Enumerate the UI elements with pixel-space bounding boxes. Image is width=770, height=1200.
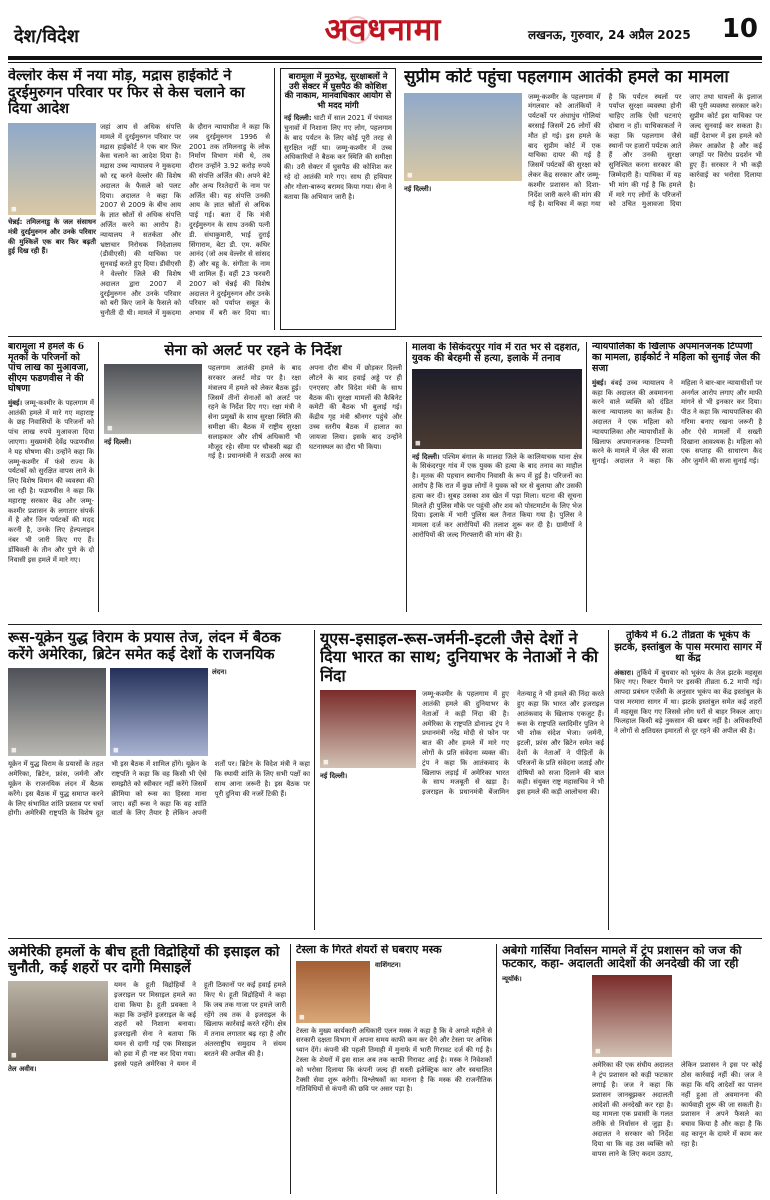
article-body: जम्मू-कश्मीर के पहलगाम में आतंकी हमले में मारे गए महाराष्ट्र के छह निवासियों के परिजनों को पांच लाख रुपये मुआवजा दिया जाएगा। मुख्यमंत्री देवेंद्र फडणवीस ने यह घोषणा की। उन्होंने कहा कि जम्मू-कश्मीर में फंसे राज्य के पर्यटकों को सुरक्षित वापस लाने के लिए विशेष विमान की व्यवस्था की जा रही है। फडणवीस ने कहा कि महाराष्ट्र सरकार केंद्र और जम्मू-कश्मीर प्रशासन के लगातार संपर्क में है और जिन पर्यटकों की मदद करनी है, उनके लिए हेल्पलाइन नंबर भी जारी किए गए हैं। डोंबिवली के तीन और पुणे के दो निवासी इस हमले में मारे गए। (8, 398, 94, 564)
article-baramulla-box (280, 68, 396, 330)
article-body: बंबई उच्च न्यायालय ने कहा कि अदालत की अवमानना करने वाले व्यक्ति को दंडित करना न्यायालय का कर्तव्य है। अदालत ने एक महिला को न्यायपालिका और न्यायाधीशों के खिलाफ अपमानजनक टिप्पणी करने के मामले में जेल की सजा सुनाई। अदालत ने कहा कि महिला ने बार-बार न्यायाधीशों पर अनर्गल आरोप लगाए और माफी मांगने से भी इनकार कर दिया। पीठ ने कहा कि न्यायपालिका की गरिमा बनाए रखना जरूरी है और ऐसे मामलों में सख्ती दिखाना आवश्यक है। महिला को एक सप्ताह की साधारण कैद और जुर्माने की सजा सुनाई गई। (592, 378, 762, 466)
article-body: यूक्रेन में युद्ध विराम के प्रयासों के तहत अमेरिका, ब्रिटेन, फ्रांस, जर्मनी और यूक्रेन के राजनयिक लंदन में बैठक करेंगे। इस बैठक में युद्ध समाप्त करने के लिए संभावित शांति प्रस्ताव पर चर्चा होगी। अमेरिकी राष्ट्रपति के विशेष दूत भी इस बैठक में शामिल होंगे। यूक्रेन के राष्ट्रपति ने कहा कि वह किसी भी ऐसे समझौते को स्वीकार नहीं करेंगे जिसमें क्रीमिया को रूस का हिस्सा माना जाए। वहीं रूस ने कहा कि वह शांति वार्ता के लिए तैयार है लेकिन अपनी शर्तों पर। ब्रिटेन के विदेश मंत्री ने कहा कि स्थायी शांति के लिए सभी पक्षों का साथ आना जरूरी है। इस बैठक पर पूरी दुनिया की नजरें टिकी हैं। (8, 760, 310, 818)
headline: वेल्लोर केस में नया मोड़, मद्रास हाईकोर्ट ने दुरईमुरुगन परिवार पर फिर से केस चलाने का दिया आदेश (8, 68, 245, 118)
photo-starmer: ◼ (110, 668, 208, 756)
dateline: लखनऊ, गुरुवार, 24 अप्रैल 2025 (528, 28, 691, 42)
article-malda-murder (412, 342, 582, 618)
lead: तेल अवीव। (8, 1065, 37, 1074)
column-divider (406, 342, 407, 612)
lead: नई दिल्ली: (284, 114, 312, 123)
masthead-rule-thin (8, 62, 762, 63)
column-divider (586, 342, 587, 612)
lead: चेन्नई: तमिलनाडु के जल संसाधन मंत्री दुरईमुरुगन और उनके परिवार की मुश्किलें एक बार फिर बढ़ती हुई दिख रही हैं। (8, 218, 96, 256)
lead: नई दिल्ली। (404, 184, 432, 193)
section-label: देश/विदेश (14, 26, 79, 47)
row-divider (8, 624, 762, 625)
photo-world-leaders: ◼ (320, 690, 416, 768)
article-body: घाटी में साल 2021 में पंचायत चुनावों में निशाना लिए गए लोग, पहलगाम के बाद पर्यटन के लिए कोई पूरी तरह से सुरक्षित नहीं था। जम्मू-कश्मीर में उच्च अधिकारियों ने बैठक कर स्थिति की समीक्षा की। उरी सेक्टर में घुसपैठ की कोशिश कर रहे दो आतंकी मारे गए। साथ ही हथियार और गोला-बारूद बरामद किया गया। सेना ने बताया कि अभियान जारी है। (284, 114, 392, 201)
article-body: जम्मू-कश्मीर के पहलगाम में हुए आतंकी हमले की दुनियाभर के नेताओं ने कड़ी निंदा की है। अमेरिका के राष्ट्रपति डोनाल्ड ट्रंप ने प्रधानमंत्री नरेंद्र मोदी से फोन पर बात की और हमले में मारे गए लोगों के प्रति संवेदना व्यक्त की। ट्रंप ने कहा कि आतंकवाद के खिलाफ लड़ाई में अमेरिका भारत के साथ मजबूती से खड़ा है। इजराइल के प्रधानमंत्री बेंजामिन नेतन्याहू ने भी हमले की निंदा करते हुए कहा कि भारत और इजराइल आतंकवाद के खिलाफ एकजुट हैं। रूस के राष्ट्रपति व्लादिमीर पुतिन ने भी शोक संदेश भेजा। जर्मनी, इटली, फ्रांस और ब्रिटेन समेत कई देशों के नेताओं ने पीड़ितों के परिजनों के प्रति संवेदना जताई और दोषियों को सजा दिलाने की बात कही। संयुक्त राष्ट्र महासचिव ने भी इस हमले की कड़ी आलोचना की। (422, 690, 604, 797)
article-body: अमेरिका की एक संघीय अदालत ने ट्रंप प्रशासन को कड़ी फटकार लगाई है। जज ने कहा कि प्रशासन जानबूझकर अदालती आदेशों की अनदेखी कर रहा है। यह मामला एक प्रवासी के गलत तरीके से निर्वासन से जुड़ा है। अदालत ने सरकार को निर्देश दिया था कि वह उस व्यक्ति को वापस लाने के लिए कदम उठाए, लेकिन प्रशासन ने इस पर कोई ठोस कार्रवाई नहीं की। जज ने कहा कि यदि आदेशों का पालन नहीं हुआ तो अवमानना की कार्यवाही शुरू की जा सकती है। प्रशासन ने अपने फैसले का बचाव किया है और कहा है कि वह कानून के दायरे में काम कर रहा है। (592, 1061, 762, 1158)
article-army-alert (104, 342, 402, 618)
article-houthi-missiles (8, 944, 286, 1196)
article-vellore-case (8, 68, 270, 340)
article-tesla-musk (296, 944, 492, 1196)
article-judiciary-contempt (592, 342, 762, 618)
column-divider (496, 944, 497, 1194)
headline: अबेगो गार्सिया निर्वासन मामले में ट्रंप प्रशासन को जज की फटकार, कहा- अदालती आदेशों की अनदेखी की जा रही (502, 944, 742, 971)
article-body: जम्मू-कश्मीर के पहलगाम में मंगलवार को आतंकियों ने पर्यटकों पर अंधाधुंध गोलियां बरसाई जिसमें 26 लोगों की मौत हो गई। इस हमले के बाद सुप्रीम कोर्ट में एक याचिका दायर की गई है जिसमें पर्यटकों की सुरक्षा को लेकर केंद्र सरकार और जम्मू-कश्मीर प्रशासन को दिशा-निर्देश जारी करने की मांग की गई है। याचिका में कहा गया है कि पर्यटन स्थलों पर पर्याप्त सुरक्षा व्यवस्था होनी चाहिए ताकि ऐसी घटनाएं दोबारा न हों। याचिकाकर्ता ने कहा कि पहलगाम जैसे स्थानों पर हजारों पर्यटक आते हैं और उनकी सुरक्षा सुनिश्चित करना सरकार की जिम्मेदारी है। याचिका में यह भी मांग की गई है कि हमले में मारे गए लोगों के परिजनों को उचित मुआवजा दिया जाए तथा घायलों के इलाज की पूरी व्यवस्था सरकार करे। सुप्रीम कोर्ट इस याचिका पर जल्द सुनवाई कर सकता है। वहीं देशभर में इस हमले को लेकर आक्रोश है और कई जगहों पर विरोध प्रदर्शन भी हुए हैं। सरकार ने भी कड़ी कार्रवाई का भरोसा दिलाया है। (528, 92, 762, 209)
photo-supreme-court: ◼ (404, 93, 522, 181)
article-body: जहां आय से अधिक संपत्ति मामले में दुरईमुरुगन परिवार पर मद्रास हाईकोर्ट ने एक बार फिर केस चलाने का आदेश दिया है। मद्रास उच्च न्यायालय ने मुकदमा को रद्द करने वेल्लोर की विशेष अदालत के फैसले को पलट दिया। अदालत ने कहा कि 2007 से 2009 के बीच आय के ज्ञात स्रोतों से अधिक संपत्ति अर्जित करने का आरोप है। न्यायालय ने सतर्कता और भ्रष्टाचार निरोधक निदेशालय (डीवीएसी) की याचिका पर सुनवाई करते हुए दिया। डीवीएसी ने वेल्लोर जिले की विशेष अदालत द्वारा 2007 में दुरईमुरुगन और उनके परिवार को बरी किए जाने के फैसले को चुनौती दी थी। मामले में मुकदमा के दौरान न्यायाधीश ने कहा कि जब दुरईमुरुगन 1996 से 2001 तक तमिलनाडु के लोक निर्माण विभाग मंत्री थे, तब दौरान उन्होंने 3.92 करोड़ रुपये की संपत्ति अर्जित की। अपने बेटे और अन्य रिश्तेदारों के नाम पर अर्जित की। यह संपत्ति उनकी आय के ज्ञात स्रोतों से अधिक पाई गई। बता दें कि मंत्री दुरईमुरुगन के साथ उनकी पत्नी डी. संथाकुमारी, भाई दुराई सिंगाराम, बेटा डी. एम. कथिर आनंद (जो अब वेल्लोर से सांसद हैं) और बहू के. संगीता के नाम भी शामिल हैं। वहीं 23 फरवरी 2007 को चेन्नई की विशेष अदालत ने दुरईमुरुगन और उनके परिवार को पर्याप्त सबूत के अभाव में बरी कर दिया था। (100, 123, 270, 318)
lead: अंकारा। (614, 668, 634, 677)
newspaper-page (8, 0, 762, 1200)
headline: सुप्रीम कोर्ट पहुंचा पहलगाम आतंकी हमले का मामला (404, 68, 729, 87)
column-divider (608, 630, 609, 930)
article-russia-ukraine (8, 630, 310, 932)
article-body: पहलगाम आतंकी हमले के बाद सरकार अलर्ट मोड पर है। रक्षा मंत्रालय में हमले को लेकर बैठक हुई। जिसमें तीनों सेनाओं को अलर्ट पर रहने के निर्देश दिए गए। रक्षा मंत्री ने सेना प्रमुखों के साथ सुरक्षा स्थिति की समीक्षा की। बैठक में राष्ट्रीय सुरक्षा सलाहकार और शीर्ष अधिकारी भी मौजूद रहे। सीमा पर चौकसी बढ़ा दी गई है। प्रधानमंत्री ने सऊदी अरब का अपना दौरा बीच में छोड़कर दिल्ली लौटने के बाद हवाई अड्डे पर ही एनएसए और विदेश मंत्री के साथ बैठक की। सुरक्षा मामलों की कैबिनेट कमेटी की बैठक भी बुलाई गई। केंद्रीय गृह मंत्री श्रीनगर पहुंचे और उच्च स्तरीय बैठक में हालात का जायजा लिया। इसके बाद उन्होंने घटनास्थल का दौरा भी किया। (208, 364, 402, 461)
article-body: पश्चिम बंगाल के मालदा जिले के कालियाचक थाना क्षेत्र के सिकंदरपुर गांव में एक युवक की हत्या के बाद तनाव का माहौल है। मृतक की पहचान स्थानीय निवासी के रूप में हुई है। परिजनों का आरोप है कि रात में कुछ लोगों ने युवक को घर से बुलाया और उसकी हत्या कर दी। सुबह उसका शव खेत में पड़ा मिला। घटना की सूचना मिलते ही पुलिस मौके पर पहुंची और शव को पोस्टमार्टम के लिए भेज दिया। इलाके में भारी पुलिस बल तैनात किया गया है। पुलिस ने मामला दर्ज कर आरोपियों की तलाश शुरू कर दी है। ग्रामीणों ने आरोपियों की जल्द गिरफ्तारी की मांग की है। (412, 452, 582, 539)
headline: यूएस-इसाइल-रूस-जर्मनी-इटली जैसे देशों ने दिया भारत का साथ; दुनियाभर के नेताओं ने की निंदा (320, 630, 599, 685)
lead: नई दिल्ली। (320, 772, 348, 781)
page-number: 10 (721, 14, 758, 44)
article-supreme-court (404, 68, 762, 330)
lead: लंदन। (212, 668, 227, 677)
photo-madras-high-court: ◼ (8, 123, 96, 215)
headline: अमेरिकी हमलों के बीच हूती विद्रोहियों की इसाइल को चुनौती, कई शहरों पर दागी मिसाइलें (8, 944, 280, 977)
headline: बारामूला में हमले के 6 मृतकों के परिजनों को पांच लाख का मुआवजा, सीएम फडणवीस ने की घोषणा (8, 342, 89, 395)
headline: तुर्किये में 6.2 तीव्रता के भूकंप के झटके, इस्तांबुल के पास मरमारा सागर में था केंद्र (614, 630, 762, 664)
newspaper-logo: अवधनामा (324, 12, 442, 48)
article-deportation-judge (502, 944, 762, 1196)
photo-victim: ◼ (412, 369, 582, 449)
column-divider (314, 630, 315, 930)
photo-elon-musk: ◼ (296, 961, 370, 1023)
row-divider (8, 938, 762, 939)
masthead-rule (8, 56, 762, 60)
headline: न्यायपालिका के खिलाफ अपमानजनक टिप्पणी का मामला, हाईकोर्ट ने महिला को सुनाई जेल की सजा (592, 342, 761, 374)
headline: बारामूला में मुठभेड़, सुरक्षाबलों ने उरी सेक्टर में घुसपैठ की कोशिश की नाकाम, मानवाधिकार आयोग से भी मदद मांगी (284, 71, 392, 110)
lead: नई दिल्ली। (412, 452, 440, 461)
lead: न्यूयॉर्क। (502, 975, 522, 984)
headline: मालवा के सिकंदरपुर गांव में रात भर से दहशत, युवक की बेरहमी से हत्या, इलाके में तनाव (412, 342, 581, 365)
column-divider (98, 342, 99, 612)
lead: मुंबई। (8, 398, 23, 407)
headline: रूस-यूक्रेन युद्ध विराम के प्रयास तेज, लंदन में बैठक करेंगे अमेरिका, ब्रिटेन समेत कई देशों के राजनयिक (8, 630, 281, 663)
headline: टेस्ला के गिरते शेयरों से घबराए मस्क (296, 944, 442, 956)
article-compensation (8, 342, 94, 618)
photo-smoke-city: ◼ (8, 981, 108, 1061)
column-divider (274, 68, 275, 330)
photo-trump: ◼ (592, 975, 672, 1057)
article-body: तुर्किये में बुधवार को भूकंप के तेज झटके महसूस किए गए। रिक्टर पैमाने पर इसकी तीव्रता 6.2 मापी गई। आपदा प्रबंधन एजेंसी के अनुसार भूकंप का केंद्र इस्तांबुल के पास मरमारा सागर में था। झटके इस्तांबुल समेत कई शहरों में महसूस किए गए जिससे लोग घरों से बाहर निकल आए। फिलहाल किसी बड़े नुकसान की खबर नहीं है। अधिकारियों ने लोगों से क्षतिग्रस्त इमारतों से दूर रहने की अपील की है। (614, 668, 762, 736)
article-world-leaders (320, 630, 604, 932)
photo-zelensky: ◼ (8, 668, 106, 756)
photo-security-meeting: ◼ (104, 364, 202, 434)
masthead (8, 6, 762, 62)
row-divider (8, 336, 762, 337)
article-turkey-earthquake (614, 630, 762, 932)
lead: नई दिल्ली। (104, 438, 132, 447)
headline: सेना को अलर्ट पर रहने के निर्देश (164, 342, 342, 359)
article-body: टेस्ला के मुख्य कार्यकारी अधिकारी एलन मस्क ने कहा है कि वे अगले महीने से सरकारी दक्षता विभाग में अपना समय काफी कम कर देंगे और टेस्ला पर अधिक ध्यान देंगे। कंपनी की पहली तिमाही में मुनाफे में भारी गिरावट दर्ज की गई है। टेस्ला के शेयरों में इस साल अब तक काफी गिरावट आई है। मस्क ने निवेशकों को भरोसा दिलाया कि कंपनी जल्द ही सस्ती इलेक्ट्रिक कार और स्वचालित टैक्सी सेवा शुरू करेगी। विश्लेषकों का मानना है कि मस्क की राजनीतिक गतिविधियों से कंपनी की छवि पर असर पड़ा है। (296, 1026, 492, 1094)
lead: वाशिंगटन। (375, 960, 401, 969)
lead: मुंबई। (592, 378, 607, 387)
column-divider (290, 944, 291, 1194)
article-body: यमन के हूती विद्रोहियों ने इजराइल पर मिसाइल हमले का दावा किया है। हूती प्रवक्ता ने कहा कि उन्होंने इजराइल के कई शहरों को निशाना बनाया। इजराइली सेना ने बताया कि यमन से दागी गई एक मिसाइल को हवा में ही नष्ट कर दिया गया। इससे पहले अमेरिका ने यमन में हूती ठिकानों पर कई हवाई हमले किए थे। हूती विद्रोहियों ने कहा कि जब तक गाजा पर हमले जारी रहेंगे तब तक वे इजराइल के खिलाफ कार्रवाई करते रहेंगे। क्षेत्र में तनाव लगातार बढ़ रहा है और अंतरराष्ट्रीय समुदाय ने संयम बरतने की अपील की है। (114, 981, 286, 1068)
